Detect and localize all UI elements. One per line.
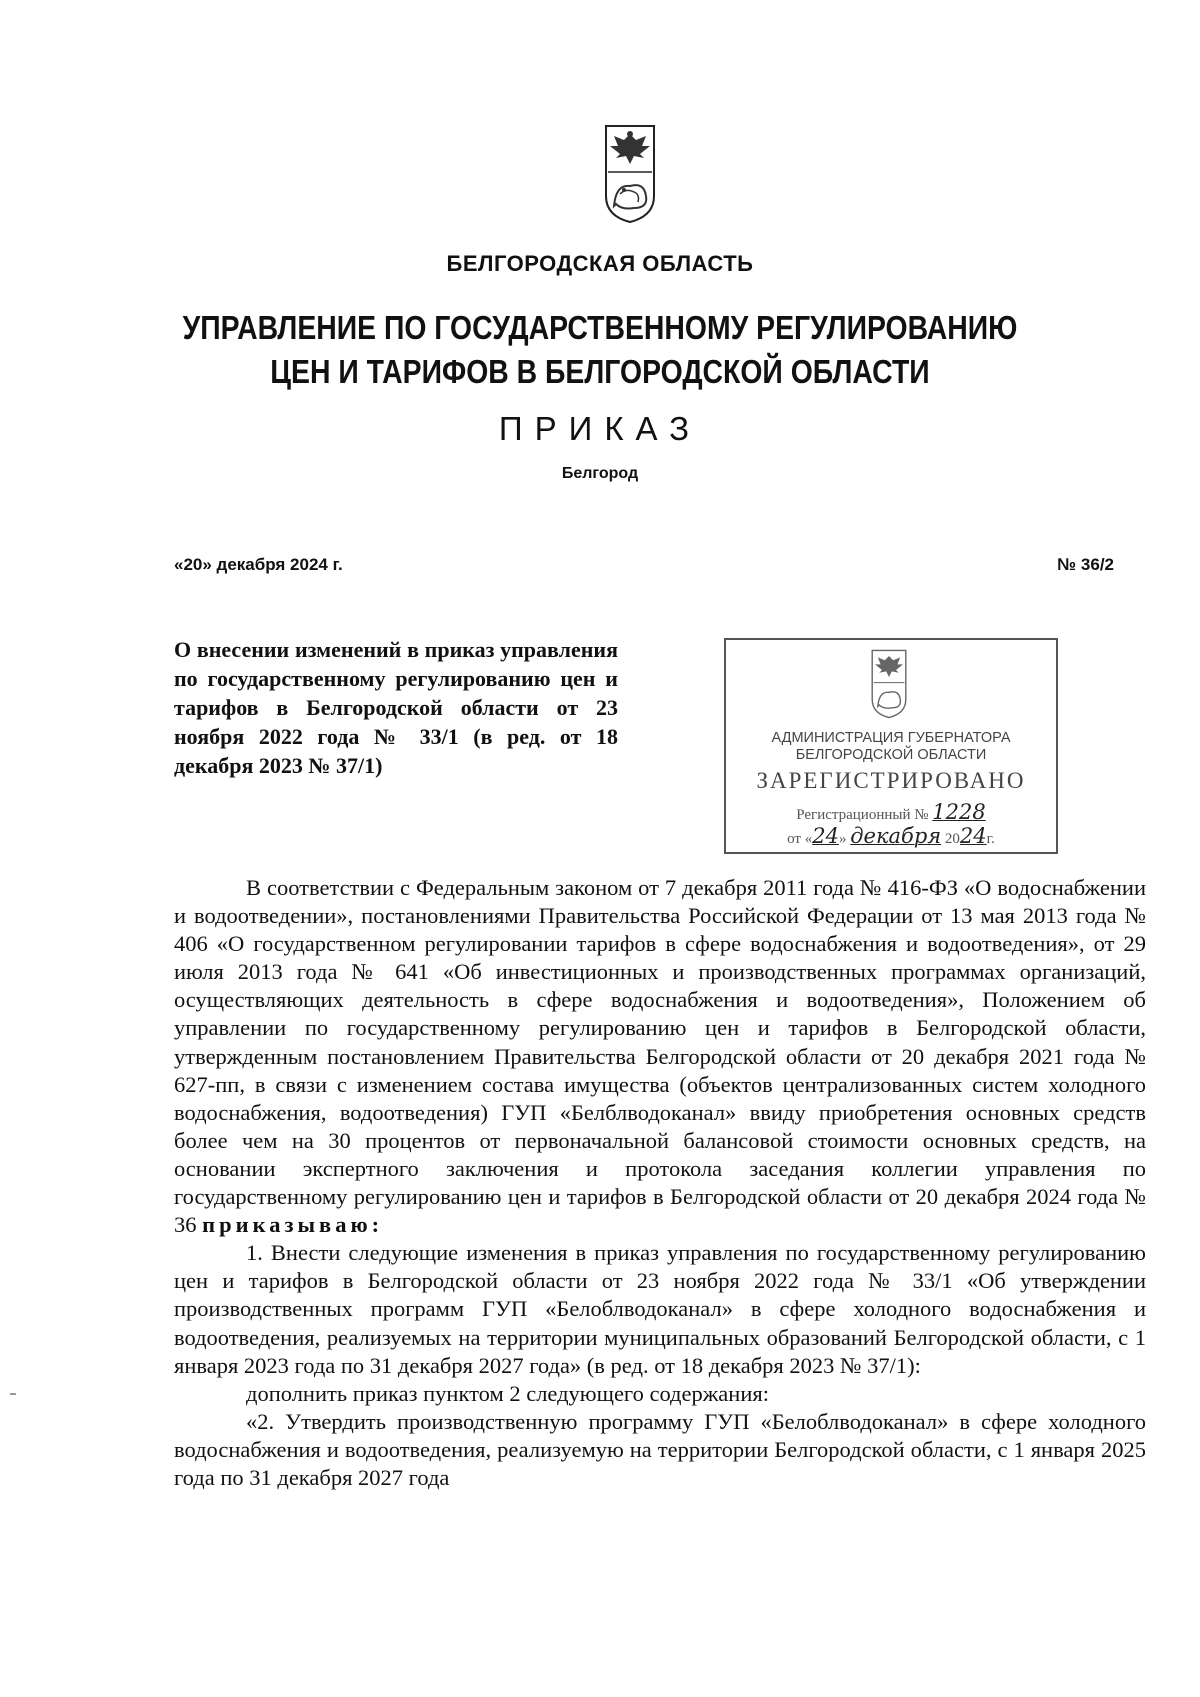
stamp-registered: ЗАРЕГИСТРИРОВАНО — [756, 768, 1026, 793]
stamp-admin-line2: БЕЛГОРОДСКОЙ ОБЛАСТИ — [795, 747, 987, 763]
preamble-text: В соответствии с Федеральным законом от 7 декабря 2011 года № 416-ФЗ «О водоснабжении и водоотведении», постановлениями Правительства Российской Федерации от 13 мая 2013 года № 406 «О государственном регулировании тарифов в сфере водоснабжения и водоотведения», от 29 июля 2013 года № 641 «Об инвестиционных и производственных программах организаций, осуществляющих деятельность в сфере водоснабжения и водоотведения», Положением об управлении по государственному регулированию цен и тарифов в Белгородской области, утвержденным постановлением Правительства Белгородской области от 20 декабря 2021 года № 627-пп, в связи с изменением состава имущества (объектов централизованных систем холодного водоснабжения, водоотведения) ГУП «Белблводоканал» ввиду приобретения основных средств более чем на 30 процентов от первоначальной балансовой стоимости основных средств, на основании экспертного заключения и протокола заседания коллегии управления по государственному регулированию цен и тарифов в Белгородской области от 20 декабря 2024 года № 36 — [174, 875, 1146, 1238]
order-date: «20» декабря 2024 г. — [174, 555, 343, 574]
stamp-day: 24 — [812, 824, 839, 848]
coat-of-arms-emblem — [604, 124, 656, 224]
order-subject: О внесении изменений в приказ управления по государственному регулированию цен и тарифов в Белгородской области от 23 ноября 2022 года № 33/1 (в ред. от 18 декабря 2023 № 37/1) — [174, 637, 618, 778]
stamp-year-suffix: 24 — [959, 824, 987, 848]
order-body — [174, 874, 1146, 1492]
stamp-year-g: г. — [986, 831, 995, 847]
command-word: приказываю — [202, 1212, 372, 1238]
margin-mark — [10, 1393, 16, 1395]
agency-name-line1: УПРАВЛЕНИЕ ПО ГОСУДАРСТВЕННОМУ РЕГУЛИРОВАНИЮ — [182, 309, 1018, 346]
stamp-from-label: от « — [787, 831, 813, 847]
agency-name — [84, 306, 1116, 394]
stamp-emblem-icon — [867, 649, 911, 719]
command-colon: : — [371, 1212, 384, 1238]
stamp-reg-label: Регистрационный № — [796, 807, 929, 823]
city: Белгород — [561, 465, 639, 482]
region-name: БЕЛГОРОДСКАЯ ОБЛАСТЬ — [446, 251, 754, 276]
paragraph-item-1: 1. Внести следующие изменения в приказ управления по государственному регулированию цен и тарифов в Белгородской области от 23 ноября 2022 года № 33/1 «Об утверждении производственных программ ГУП «Белоблводоканал» в сфере холодного водоснабжения и водоотведения, реализуемых на территории муниципальных образований Белгородской области, с 1 января 2023 года по 31 декабря 2027 года» (в ред. от 18 декабря 2023 № 37/1): — [174, 1240, 1146, 1378]
paragraph-supplement: дополнить приказ пунктом 2 следующего содержания: — [246, 1380, 769, 1406]
stamp-admin-line1: АДМИНИСТРАЦИЯ ГУБЕРНАТОРА — [771, 730, 1011, 746]
stamp-close-quote: » — [838, 831, 847, 847]
paragraph-preamble — [174, 874, 1146, 1239]
stamp-administration — [726, 730, 1056, 764]
order-number: № 36/2 — [1057, 555, 1114, 574]
agency-name-line2: ЦЕН И ТАРИФОВ В БЕЛГОРОДСКОЙ ОБЛАСТИ — [270, 353, 930, 390]
stamp-reg-number: 1228 — [932, 800, 986, 824]
document-type: ПРИКАЗ — [498, 410, 702, 447]
stamp-year-prefix: 20 — [944, 831, 960, 847]
stamp-reg-number-line — [726, 800, 1056, 824]
stamp-date-line — [726, 824, 1056, 848]
paragraph-item-2: «2. Утвердить производственную программу ГУП «Белоблводоканал» в сфере холодного водоснабжения и водоотведения, реализуемую на территории Белгородской области, с 1 января 2025 года по 31 декабря 2027 года — [174, 1408, 1146, 1490]
registration-stamp — [724, 638, 1058, 854]
stamp-month: декабря — [850, 824, 942, 848]
